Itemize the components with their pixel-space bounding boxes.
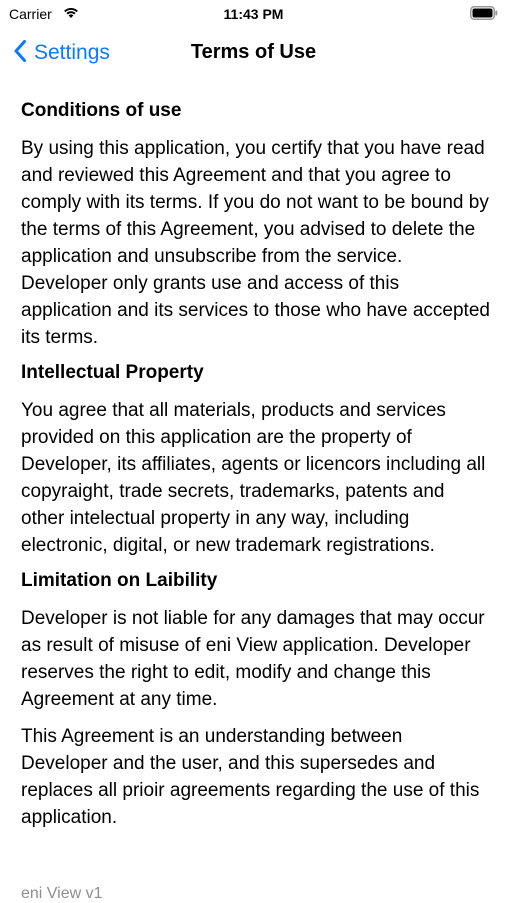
section-body-limitation: Developer is not liable for any damages that may occur as result of misuse of eni View application. Developer reserves the right to edit, modify and change this Agreement at any time. xyxy=(21,608,485,710)
terms-content[interactable] xyxy=(21,98,491,831)
app-version-label: eni View v1 xyxy=(21,885,103,902)
navigation-bar xyxy=(0,30,507,74)
page-title: Terms of Use xyxy=(190,41,317,63)
section-heading-conditions: Conditions of use xyxy=(21,100,182,121)
status-time: 11:43 PM xyxy=(223,6,284,22)
section-body-conditions: By using this application, you certify that you have read and reviewed this Agreement and that you agree to comply with its terms. If you do not want to be bound by the terms of this Agreement, you advised to delete the application and unsubscribe from the service. Developer only grants use and access of this application and its services to those who have accepted its terms. xyxy=(21,138,490,348)
section-heading-limitation: Limitation on Laibility xyxy=(21,570,218,591)
closing-paragraph: This Agreement is an understanding between Developer and the user, and this supersedes and replaces all prioir agreements regarding the use of this application. xyxy=(21,726,480,828)
section-body-intellectual-property: You agree that all materials, products and services provided on this application are the property of Developer, its affiliates, agents or licencors including all copyraight, trade secrets, trademarks, patents and other intelectual property in any way, including electronic, digital, or new trademark registrations. xyxy=(21,400,486,556)
carrier-label: Carrier xyxy=(9,6,52,22)
battery-icon xyxy=(470,6,498,25)
section-heading-intellectual-property: Intellectual Property xyxy=(21,362,204,383)
back-button-label: Settings xyxy=(34,41,110,64)
status-bar xyxy=(0,0,507,30)
